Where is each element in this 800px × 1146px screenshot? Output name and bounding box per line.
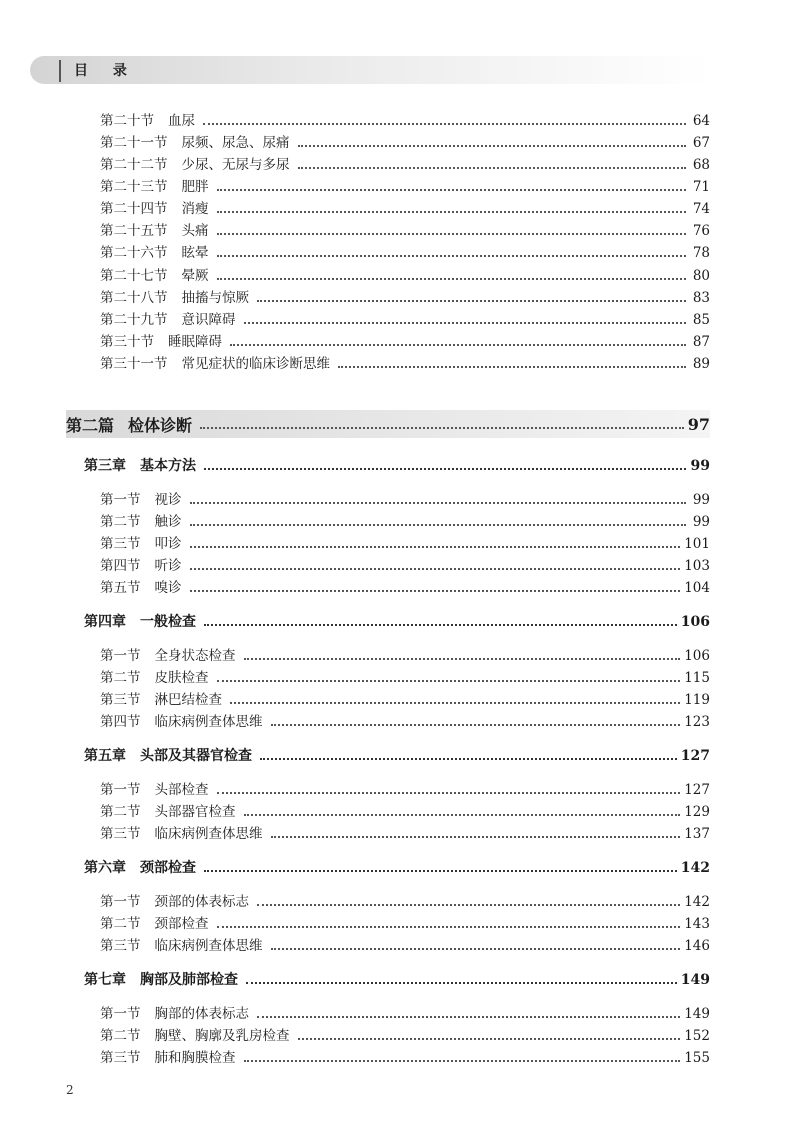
dot-leader — [260, 757, 677, 760]
toc-entry[interactable] — [100, 330, 710, 352]
entry-page: 80 — [692, 268, 710, 284]
toc-entry[interactable] — [100, 800, 710, 822]
entry-page: 67 — [692, 135, 710, 151]
entry-page: 74 — [692, 201, 710, 217]
toc-entry[interactable] — [100, 1024, 710, 1046]
entry-number: 第四节 — [100, 558, 141, 574]
entry-number: 第一节 — [100, 1006, 141, 1022]
entry-title: 临床病例查体思维 — [154, 714, 263, 730]
entry-title: 胸部的体表标志 — [154, 1006, 249, 1022]
dot-leader — [257, 903, 680, 906]
entry-page: 129 — [684, 804, 710, 820]
dot-leader — [190, 567, 681, 570]
toc-entry[interactable] — [100, 554, 710, 576]
entry-page: 119 — [684, 692, 710, 708]
entry-page: 83 — [692, 290, 710, 306]
chapter-page: 106 — [680, 614, 710, 630]
toc-entry[interactable] — [100, 153, 710, 175]
entry-number: 第二节 — [100, 514, 141, 530]
entry-number: 第二节 — [100, 1028, 141, 1044]
chapter-number: 第四章 — [84, 614, 126, 630]
entry-number: 第二十节 — [100, 113, 154, 129]
entry-page: 85 — [692, 312, 710, 328]
dot-leader — [190, 523, 687, 526]
entry-title: 头痛 — [181, 223, 209, 239]
toc-entry[interactable] — [100, 241, 710, 263]
toc-entry[interactable] — [100, 710, 710, 732]
toc-entry[interactable] — [100, 778, 710, 800]
entry-number: 第二节 — [100, 804, 141, 820]
entry-number: 第一节 — [100, 492, 141, 508]
entry-title: 颈部检查 — [154, 916, 209, 932]
entry-title: 血尿 — [168, 113, 195, 129]
entry-page: 127 — [684, 782, 710, 798]
entry-number: 第二十二节 — [100, 157, 168, 173]
entry-title: 视诊 — [154, 492, 182, 508]
dot-leader — [298, 1037, 681, 1040]
dot-leader — [298, 166, 687, 169]
entry-title: 抽搐与惊厥 — [181, 290, 249, 306]
entry-number: 第二十五节 — [100, 223, 168, 239]
entry-title: 肥胖 — [181, 179, 209, 195]
entry-page: 149 — [684, 1006, 710, 1022]
entry-number: 第二十七节 — [100, 268, 168, 284]
dot-leader — [204, 467, 686, 470]
toc-part-2[interactable] — [66, 410, 710, 438]
dot-leader — [217, 210, 687, 213]
toc-entry[interactable] — [100, 109, 710, 131]
entry-number: 第二节 — [100, 670, 141, 686]
entry-number: 第三节 — [100, 1050, 141, 1066]
toc-entry[interactable] — [100, 308, 710, 330]
page-number: 2 — [66, 1083, 74, 1097]
entry-page: 143 — [684, 916, 710, 932]
dot-leader — [217, 277, 687, 280]
toc-entry[interactable] — [100, 644, 710, 666]
entry-number: 第二节 — [100, 916, 141, 932]
toc-chapter[interactable] — [84, 857, 710, 877]
entry-page: 64 — [692, 113, 710, 129]
entry-title: 叩诊 — [154, 536, 182, 552]
entry-number: 第三节 — [100, 692, 141, 708]
toc-entry[interactable] — [100, 197, 710, 219]
header-divider — [59, 60, 61, 82]
dot-leader — [298, 144, 687, 147]
entry-title: 头部检查 — [154, 782, 209, 798]
entry-title: 临床病例查体思维 — [154, 826, 263, 842]
page-title: 目 录 — [74, 63, 137, 79]
chapter-title: 头部及其器官检查 — [140, 748, 252, 764]
toc-entry[interactable] — [100, 912, 710, 934]
entry-number: 第三十节 — [100, 334, 154, 350]
entry-title: 全身状态检查 — [154, 648, 236, 664]
dot-leader — [217, 188, 687, 191]
entry-page: 142 — [684, 894, 710, 910]
toc-chapter[interactable] — [84, 455, 710, 475]
entry-page: 123 — [684, 714, 710, 730]
dot-leader — [244, 813, 681, 816]
entry-number: 第二十八节 — [100, 290, 168, 306]
entry-title: 嗅诊 — [154, 580, 182, 596]
chapter-title: 胸部及肺部检查 — [140, 972, 238, 988]
entry-number: 第二十九节 — [100, 312, 168, 328]
entry-number: 第二十一节 — [100, 135, 168, 151]
entry-title: 意识障碍 — [181, 312, 236, 328]
dot-leader — [217, 254, 687, 257]
toc-entry[interactable] — [100, 1002, 710, 1024]
toc-entry[interactable] — [100, 1046, 710, 1068]
dot-leader — [230, 701, 680, 704]
dot-leader — [244, 657, 681, 660]
entry-title: 触诊 — [154, 514, 182, 530]
entry-page: 76 — [692, 223, 710, 239]
dot-leader — [246, 981, 677, 984]
chapter-page: 149 — [680, 972, 710, 988]
toc-entry[interactable] — [100, 822, 710, 844]
entry-page: 155 — [684, 1050, 710, 1066]
entry-title: 眩晕 — [181, 245, 209, 261]
chapter-number: 第五章 — [84, 748, 126, 764]
part-number: 第二篇 — [66, 415, 115, 435]
chapter-number: 第三章 — [84, 458, 126, 474]
entry-page: 78 — [692, 245, 710, 261]
entry-number: 第一节 — [100, 894, 141, 910]
chapter-title: 基本方法 — [140, 458, 196, 474]
entry-title: 淋巴结检查 — [154, 692, 222, 708]
entry-page: 106 — [684, 648, 710, 664]
entry-page: 146 — [684, 938, 710, 954]
toc-entry[interactable] — [100, 219, 710, 241]
entry-number: 第五节 — [100, 580, 141, 596]
entry-number: 第三节 — [100, 938, 141, 954]
toc-entry[interactable] — [100, 175, 710, 197]
toc-entry[interactable] — [100, 488, 710, 510]
toc-entry[interactable] — [100, 890, 710, 912]
entry-number: 第二十三节 — [100, 179, 168, 195]
dot-leader — [257, 299, 686, 302]
toc-entry[interactable] — [100, 666, 710, 688]
dot-leader — [190, 501, 687, 504]
chapter-number: 第六章 — [84, 860, 126, 876]
toc-entry[interactable] — [100, 510, 710, 532]
entry-number: 第二十四节 — [100, 201, 168, 217]
entry-page: 115 — [684, 670, 710, 686]
dot-leader — [217, 791, 681, 794]
toc-chapter[interactable] — [84, 611, 710, 631]
entry-title: 常见症状的临床诊断思维 — [181, 356, 330, 372]
toc-entry[interactable] — [100, 688, 710, 710]
dot-leader — [271, 835, 681, 838]
entry-page: 104 — [684, 580, 710, 596]
dot-leader — [203, 122, 686, 125]
entry-title: 胸壁、胸廓及乳房检查 — [154, 1028, 290, 1044]
dot-leader — [217, 679, 681, 682]
entry-page: 99 — [692, 514, 710, 530]
entry-page: 71 — [692, 179, 710, 195]
toc-chapter[interactable] — [84, 745, 710, 765]
entry-number: 第一节 — [100, 648, 141, 664]
part-title: 检体诊断 — [128, 415, 193, 435]
entry-page: 68 — [692, 157, 710, 173]
entry-number: 第三节 — [100, 536, 141, 552]
dot-leader — [244, 1059, 681, 1062]
chapter-title: 一般检查 — [140, 614, 196, 630]
entry-page: 137 — [684, 826, 710, 842]
entry-page: 87 — [692, 334, 710, 350]
dot-leader — [271, 947, 681, 950]
entry-title: 听诊 — [154, 558, 182, 574]
entry-page: 152 — [684, 1028, 710, 1044]
entry-number: 第三节 — [100, 826, 141, 842]
part-page: 97 — [687, 414, 710, 434]
entry-number: 第二十六节 — [100, 245, 168, 261]
dot-leader — [190, 545, 681, 548]
entry-number: 第三十一节 — [100, 356, 168, 372]
chapter-number: 第七章 — [84, 972, 126, 988]
dot-leader — [230, 343, 686, 346]
toc-entry[interactable] — [100, 131, 710, 153]
entry-title: 少尿、无尿与多尿 — [181, 157, 290, 173]
entry-title: 临床病例查体思维 — [154, 938, 263, 954]
entry-title: 尿频、尿急、尿痛 — [181, 135, 290, 151]
dot-leader — [200, 426, 684, 429]
dot-leader — [271, 723, 681, 726]
toc-entry[interactable] — [100, 934, 710, 956]
chapter-page: 142 — [680, 860, 710, 876]
chapter-page: 127 — [680, 748, 710, 764]
entry-title: 颈部的体表标志 — [154, 894, 249, 910]
dot-leader — [244, 321, 687, 324]
entry-title: 晕厥 — [181, 268, 209, 284]
entry-page: 103 — [684, 558, 710, 574]
dot-leader — [190, 589, 681, 592]
toc-entry[interactable] — [100, 352, 710, 374]
entry-number: 第四节 — [100, 714, 141, 730]
entry-title: 消瘦 — [181, 201, 209, 217]
entry-page: 101 — [684, 536, 710, 552]
entry-title: 皮肤检查 — [154, 670, 209, 686]
dot-leader — [217, 232, 687, 235]
chapter-page: 99 — [690, 458, 710, 474]
dot-leader — [217, 925, 681, 928]
dot-leader — [204, 869, 677, 872]
dot-leader — [257, 1015, 680, 1018]
entry-title: 头部器官检查 — [154, 804, 236, 820]
toc-entry[interactable] — [100, 576, 710, 598]
toc-entry[interactable] — [100, 286, 710, 308]
dot-leader — [338, 365, 686, 368]
entry-page: 89 — [692, 356, 710, 372]
entry-title: 睡眠障碍 — [168, 334, 222, 350]
chapter-title: 颈部检查 — [140, 860, 196, 876]
toc-entry[interactable] — [100, 532, 710, 554]
dot-leader — [204, 623, 677, 626]
entry-title: 肺和胸膜检查 — [154, 1050, 236, 1066]
toc-entry[interactable] — [100, 264, 710, 286]
entry-page: 99 — [692, 492, 710, 508]
toc-chapter[interactable] — [84, 969, 710, 989]
entry-number: 第一节 — [100, 782, 141, 798]
